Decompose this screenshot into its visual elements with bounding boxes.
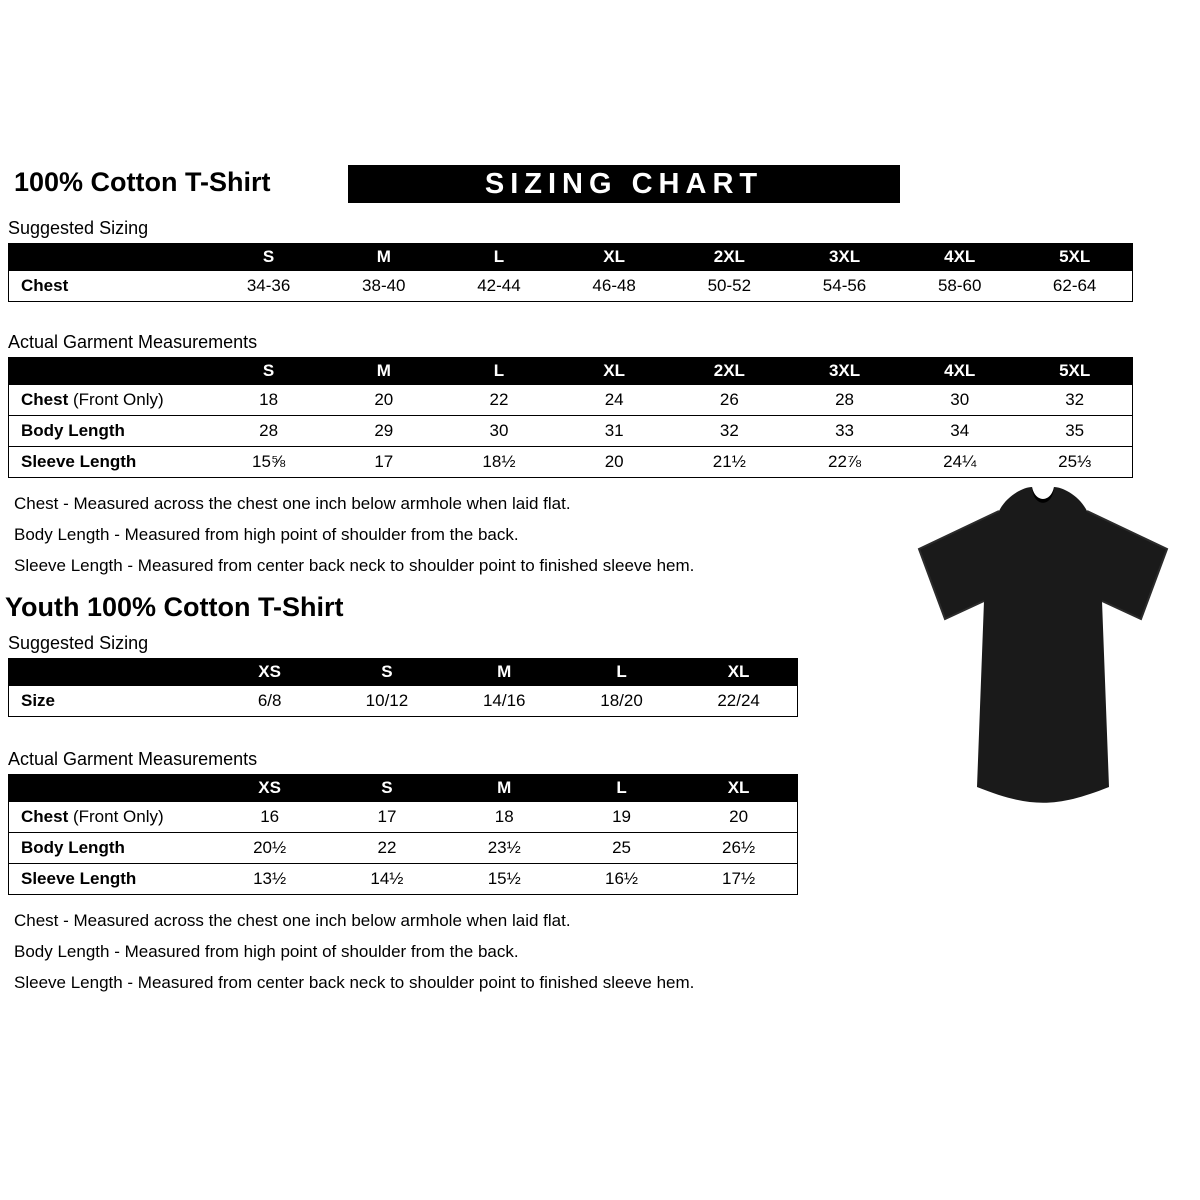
measurement-cell: 16 (211, 802, 328, 833)
note-chest: Chest - Measured across the chest one inch below armhole when laid flat. (14, 494, 571, 513)
black-tshirt-image (893, 477, 1193, 822)
measurement-cell: 26 (672, 385, 787, 416)
measurement-cell: 20½ (211, 833, 328, 864)
size-column-header: XS (211, 659, 328, 686)
size-column-header: M (326, 358, 441, 385)
youth-notes (14, 911, 1200, 993)
youth-suggested-sizing-label: Suggested Sizing (8, 633, 149, 653)
row-label: Body Length (9, 416, 212, 447)
measurement-cell: 20 (680, 802, 797, 833)
header-spacer-cell (9, 244, 212, 271)
table-header-row (9, 775, 798, 802)
adult-suggested-sizing-label: Suggested Sizing (8, 218, 149, 238)
measurement-cell: 33 (787, 416, 902, 447)
size-column-header: 4XL (902, 244, 1017, 271)
measurement-cell: 58-60 (902, 271, 1017, 302)
measurement-cell: 25⅓ (1017, 447, 1132, 478)
measurement-cell: 15⅝ (211, 447, 326, 478)
measurement-cell: 16½ (563, 864, 680, 895)
size-column-header: XL (680, 775, 797, 802)
size-column-header: XL (557, 358, 672, 385)
measurement-cell: 18/20 (563, 686, 680, 717)
note-chest: Chest - Measured across the chest one inch below armhole when laid flat. (14, 911, 571, 930)
measurement-cell: 22/24 (680, 686, 797, 717)
row-label: Sleeve Length (9, 447, 212, 478)
adult-section-title: 100% Cotton T-Shirt (14, 167, 271, 197)
size-column-header: XL (680, 659, 797, 686)
table-row (9, 447, 1133, 478)
measurement-cell: 34-36 (211, 271, 326, 302)
adult-actual-measurements-table (8, 357, 1133, 478)
measurement-cell: 14½ (328, 864, 445, 895)
measurement-cell: 22 (328, 833, 445, 864)
table-row (9, 833, 798, 864)
size-column-header: S (211, 358, 326, 385)
size-column-header: XL (557, 244, 672, 271)
size-column-header: 5XL (1017, 358, 1132, 385)
measurement-cell: 22⅞ (787, 447, 902, 478)
measurement-cell: 17 (326, 447, 441, 478)
note-body-length: Body Length - Measured from high point of shoulder from the back. (14, 942, 519, 961)
table-row (9, 864, 798, 895)
measurement-cell: 35 (1017, 416, 1132, 447)
sizing-chart-banner: SIZING CHART (348, 165, 900, 203)
size-column-header: S (328, 775, 445, 802)
row-label: Chest (9, 271, 212, 302)
adult-suggested-sizing-table (8, 243, 1133, 302)
table-header-row (9, 244, 1133, 271)
youth-actual-measurements-table (8, 774, 798, 895)
table-row (9, 385, 1133, 416)
measurement-cell: 32 (672, 416, 787, 447)
size-column-header: 2XL (672, 358, 787, 385)
note-sleeve-length: Sleeve Length - Measured from center back neck to shoulder point to finished sleeve hem. (14, 973, 695, 992)
measurement-cell: 38-40 (326, 271, 441, 302)
measurement-cell: 15½ (446, 864, 563, 895)
note-sleeve-length: Sleeve Length - Measured from center back neck to shoulder point to finished sleeve hem. (14, 556, 695, 575)
measurement-cell: 31 (557, 416, 672, 447)
measurement-cell: 25 (563, 833, 680, 864)
size-column-header: L (441, 358, 556, 385)
row-label: Sleeve Length (9, 864, 212, 895)
measurement-cell: 28 (787, 385, 902, 416)
table-row (9, 416, 1133, 447)
measurement-cell: 22 (441, 385, 556, 416)
heading-row (0, 165, 1200, 205)
measurement-cell: 18½ (441, 447, 556, 478)
size-column-header: 2XL (672, 244, 787, 271)
table-row (9, 686, 798, 717)
size-column-header: L (441, 244, 556, 271)
measurement-cell: 17 (328, 802, 445, 833)
row-label: Body Length (9, 833, 212, 864)
header-spacer-cell (9, 659, 212, 686)
size-column-header: M (446, 775, 563, 802)
size-column-header: S (211, 244, 326, 271)
measurement-cell: 24¼ (902, 447, 1017, 478)
measurement-cell: 24 (557, 385, 672, 416)
size-column-header: 3XL (787, 358, 902, 385)
tshirt-body-shape (919, 487, 1167, 803)
size-column-header: M (446, 659, 563, 686)
measurement-cell: 54-56 (787, 271, 902, 302)
measurement-cell: 6/8 (211, 686, 328, 717)
measurement-cell: 18 (446, 802, 563, 833)
measurement-cell: 29 (326, 416, 441, 447)
size-column-header: M (326, 244, 441, 271)
measurement-cell: 28 (211, 416, 326, 447)
size-column-header: 4XL (902, 358, 1017, 385)
header-spacer-cell (9, 358, 212, 385)
size-column-header: S (328, 659, 445, 686)
measurement-cell: 14/16 (446, 686, 563, 717)
size-column-header: 5XL (1017, 244, 1132, 271)
size-column-header: XS (211, 775, 328, 802)
measurement-cell: 23½ (446, 833, 563, 864)
measurement-cell: 34 (902, 416, 1017, 447)
table-header-row (9, 358, 1133, 385)
size-column-header: L (563, 775, 680, 802)
adult-actual-measurements-label: Actual Garment Measurements (8, 332, 258, 352)
youth-suggested-sizing-table (8, 658, 798, 717)
size-column-header: L (563, 659, 680, 686)
measurement-cell: 20 (326, 385, 441, 416)
measurement-cell: 46-48 (557, 271, 672, 302)
measurement-cell: 18 (211, 385, 326, 416)
youth-section-title: Youth 100% Cotton T-Shirt (5, 592, 344, 622)
size-column-header: 3XL (787, 244, 902, 271)
measurement-cell: 62-64 (1017, 271, 1132, 302)
row-label: Size (9, 686, 212, 717)
measurement-cell: 32 (1017, 385, 1132, 416)
youth-actual-measurements-label: Actual Garment Measurements (8, 749, 258, 769)
measurement-cell: 42-44 (441, 271, 556, 302)
measurement-cell: 17½ (680, 864, 797, 895)
header-spacer-cell (9, 775, 212, 802)
table-row (9, 271, 1133, 302)
measurement-cell: 30 (902, 385, 1017, 416)
measurement-cell: 30 (441, 416, 556, 447)
row-label: Chest (Front Only) (9, 802, 212, 833)
table-header-row (9, 659, 798, 686)
measurement-cell: 20 (557, 447, 672, 478)
note-body-length: Body Length - Measured from high point of shoulder from the back. (14, 525, 519, 544)
measurement-cell: 26½ (680, 833, 797, 864)
measurement-cell: 13½ (211, 864, 328, 895)
measurement-cell: 50-52 (672, 271, 787, 302)
measurement-cell: 10/12 (328, 686, 445, 717)
table-row (9, 802, 798, 833)
measurement-cell: 19 (563, 802, 680, 833)
measurement-cell: 21½ (672, 447, 787, 478)
row-label: Chest (Front Only) (9, 385, 212, 416)
